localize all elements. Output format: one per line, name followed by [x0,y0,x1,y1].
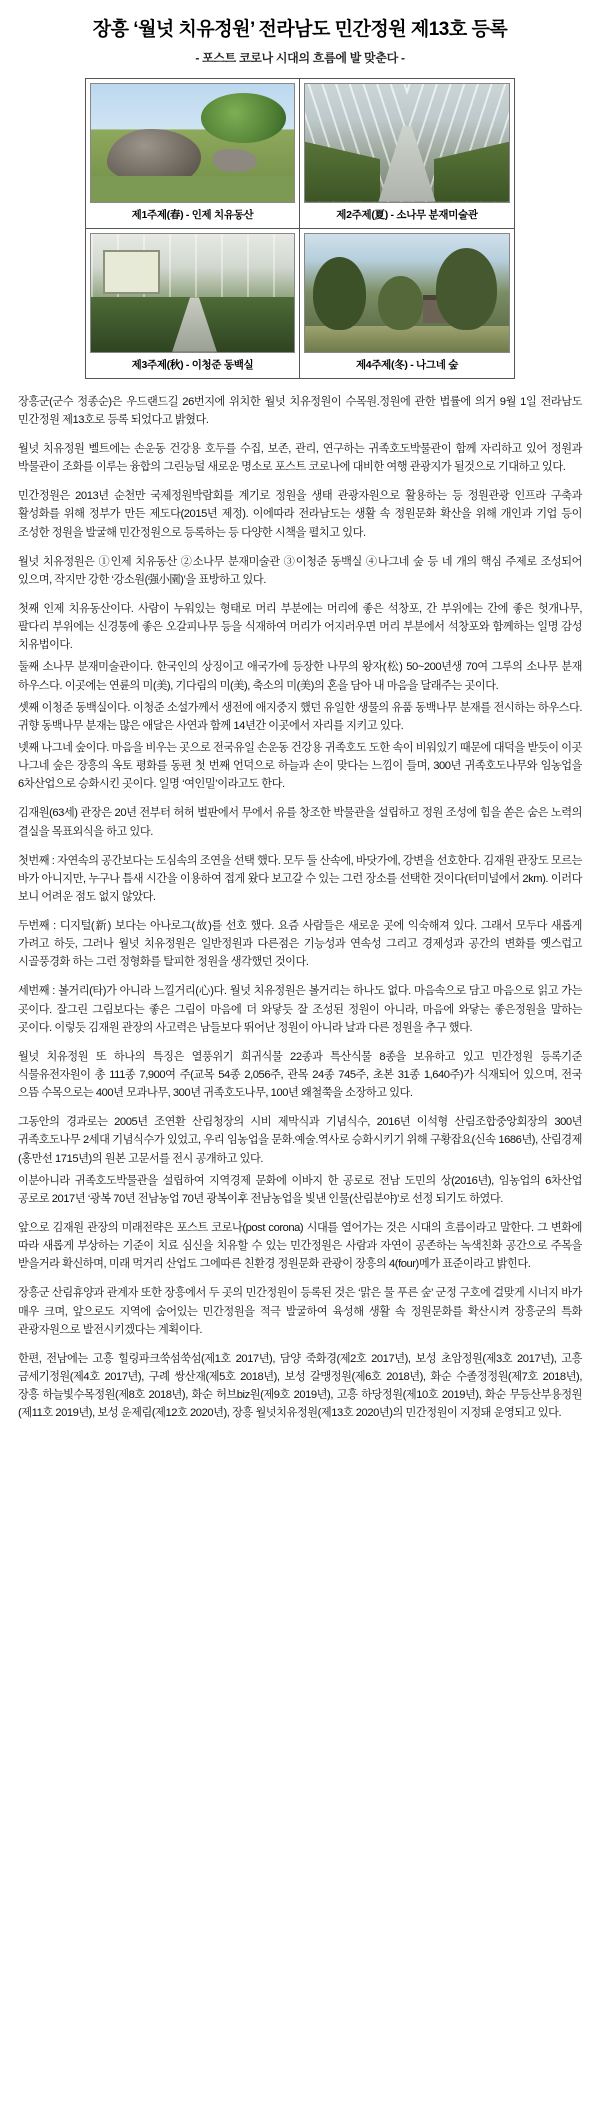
paragraph: 넷째 나그네 숲이다. 마음을 비우는 곳으로 전국유일 손운동 건강용 귀족호도 도한 속이 비워있기 때문에 대덕을 받듯이 이곳 나그네 숲은 장흥의 옥토 평화를 동편 첫 번째 언덕으로 하늘과 손이 맞다는 느낌이 들며, 300년 귀족호도나무와 임농업을 6차산업으로 승화시킨 곳이다. 일명 ‘여인밀’이라고도 한다. [18,741,582,791]
paragraph: 첫번째 : 자연속의 공간보다는 도심속의 조연을 선택 했다. 모두 둘 산속에, 바닷가에, 강변을 선호한다. 김재원 관장도 모르는 바가 아니지만, 누구나 틈새 시간을 이용하여 접게 왔다 보고갈 수 있는 그런 장소를 선택한 것이다(터미널에서 2km). 이러다 보니 어려운 점도 없지 않았다. [18,854,582,903]
photo-winter-image [304,233,510,353]
photo-spring-caption: 제1주제(春) - 인제 치유동산 [131,208,254,221]
photo-cell-summer [300,79,514,229]
paragraph: 이분아니라 귀족호도박물관을 설립하여 지역경제 문화에 이바지 한 공로로 전남 도민의 상(2016년), 임농업의 6차산업 공로로 2017년 ‘광복 70년 전남농업 70년 광복이후 전남농업을 빛낸 인물(산림분야)’로 선정 되기도 하였다. [18,1174,582,1205]
photo-cell-spring [86,79,300,229]
paragraph: 장흥군 산림휴양과 관계자 또한 장흥에서 두 곳의 민간정원이 등록된 것은 ‘맑은 물 푸른 숲’ 군정 구호에 걸맞게 시너지 바가 매우 크며, 앞으로도 지역에 숨어있는 민간정원을 적극 발굴하여 육성해 생활 속 정원문화를 확산시켜 장흥군의 특화 관광자원으로 발전시키겠다는 계획이다. [18,1287,582,1336]
paragraph: 두번째 : 디지털(新) 보다는 아나로그(故)를 선호 했다. 요즘 사람들은 새로운 곳에 익숙해져 있다. 그래서 모두다 새롭게 가려고 하듯, 그러나 월넛 치유정원은 일반정원과 다른점은 기능성과 연속성 그리고 경제성과 공간의 변화를 옛스럽고 시골풍경화 하는 그런 정형화를 탈피한 정원을 생각했던 것이다. [18,920,582,969]
photo-summer-image [304,83,510,203]
paragraph: 월넛 치유정원 벨트에는 손운동 건강용 호두를 수집, 보존, 관리, 연구하는 귀족호도박물관이 함께 자리하고 있어 정원과 박물관이 조화를 이루는 융합의 그린능덜 새로운 명소로 포스트 코로나에 대비한 여행 관광지가 될것으로 기대하고 있다. [18,442,582,474]
paragraph: 민간정원은 2013년 순천만 국제정원박람회를 계기로 정원을 생태 관광자원으로 활용하는 등 정원관광 인프라 구축과 활성화를 위해 정부가 만든 제도다(2015년 제정). 이에따라 전라남도는 생활 속 정원문화 확산을 위해 개인과 기업 등이 조성한 정원을 발굴해 민간정원으로 등록하는 등 다양한 시책을 펼치고 있다. [18,490,582,539]
photo-spring-image [90,83,295,203]
photo-summer-caption: 제2주제(夏) - 소나무 분재미술관 [336,208,478,221]
paragraph: 장흥군(군수 정종순)은 우드랜드길 26번지에 위치한 월넛 치유정원이 수목원.정원에 관한 법률에 의거 9월 1일 전라남도 민간정원 제13호로 등록 되었다고 밝혔다. [18,395,582,426]
photo-cell-winter [300,229,514,378]
photo-winter-caption: 제4주제(冬) - 나그네 숲 [355,358,459,371]
photo-row-bottom [86,229,514,378]
photo-cell-autumn [86,229,300,378]
photo-grid [85,78,515,379]
photo-autumn-image [90,233,295,353]
paragraph: 앞으로 김재원 관장의 미래전략은 포스트 코로나(post corona) 시대를 열어가는 것은 시대의 흐름이라고 말한다. 그 변화에 따라 새롭게 부상하는 기준이 치료 심신을 치유할 수 있는 민간정원은 사람과 자연이 공존하는 녹색친화 공간으로 주목을 받을거라 확신하며, 미래 먹거리 산업도 그에따른 친환경 정원문화 관광이 장흥의 4(four)메가 표준이라고 밝힌다. [18,1222,582,1271]
paragraph: 셋째 이청준 동백실이다. 이청준 소설가께서 생전에 애지중지 했던 유일한 생물의 유품 동백나무 분재를 전시하는 하우스다. 귀향 동백나무 분재는 많은 애달은 사연과 함께 14년간 이곳에서 자리를 지키고 있다. [18,701,582,732]
page-subtitle: - 포스트 코로나 시대의 흐름에 발 맞춘다 - [195,50,405,65]
paragraph: 월넛 치유정원은 ①인제 치유동산 ②소나무 분재미술관 ③이청준 동백실 ④나그네 숲 등 네 개의 핵심 주제로 조성되어 있으며, 작지만 강한 ‘강소원(强小園)’을 표방하고 있다. [18,555,582,586]
paragraph: 월넛 치유정원 또 하나의 특징은 열풍위기 희귀식물 22종과 특산식물 8종을 보유하고 있고 민간정원 등록기준 식물유전자원이 총 111종 7,900여 주(교목 54종 2,056주, 관목 24종 745주, 초본 31종 1,640주)가 식재되어 있으며, 전국 으뜸 수목으로는 400년 모과나무, 300년 귀족호도나무, 100년 왜철쭉을 소장하고 있다. [18,1050,582,1100]
article-body [18,393,582,1423]
paragraph: 김재원(63세) 관장은 20년 전부터 허허 벌판에서 무에서 유를 창조한 박물관을 설립하고 정원 조성에 힘을 쏟은 숨은 노력의 결실을 목표외식을 하고 있다. [18,807,582,838]
paragraph: 세번째 : 볼거리(타)가 아니라 느낄거리(心)다. 월넛 치유정원은 볼거리는 하나도 없다. 마음속으로 담고 마음으로 읽고 가는 곳이다. 잘그린 그림보다는 좋은 그림이 마음에 더 와닿듯 잘 조성된 정원이 아니라, 마음에 와닿는 좋은정원을 말하는 곳이다. 이렇듯 김재원 관장의 사고력은 남들보다 뛰어난 정원이 아니라 날과 다른 정원을 추구 했다. [18,985,582,1034]
paragraph: 그동안의 경과로는 2005년 조연환 산림청장의 시비 제막식과 기념식수, 2016년 이석형 산림조합중앙회장의 300년 귀족호도나무 2세대 기념식수가 있었고, 우리 임농업을 문화.예술.역사로 승화시키기 위해 구황잡요(신속 1686년), 산림경제(홍만선 1715년)의 원본 고문서를 전시 공개하고 있다. [18,1116,582,1165]
paragraph: 첫째 인제 치유동산이다. 사람이 누워있는 형태로 머리 부분에는 머리에 좋은 석창포, 간 부위에는 간에 좋은 헛개나무, 팔다리 부위에는 신경통에 좋은 오갈피나무 등을 식재하여 머리가 어지러우면 머리 부분에서 석창포와 함께하는 일명 감성 치유법이다. [18,602,582,652]
photo-autumn-caption: 제3주제(秋) - 이청준 동백실 [131,358,254,371]
paragraph: 한편, 전남에는 고흥 힐링파크쑥섬쑥섬(제1호 2017년), 담양 죽화경(제2호 2017년), 보성 초암정원(제3호 2017년), 고흥 금세기정원(제4호 2017년), 구례 쌍산재(제5호 2018년), 보성 갈맹정원(제6호 2018년), 화순 수졸정정원(제7호 2018년), 장흥 하늘빛수목정원(제8호 2018년), 화순 허브biz원(제9호 2019년), 고흥 하당정원(제10호 2019년), 화순 무등산부용정원(제11호 2019년), 보성 운제림(제12호 2020년), 장흥 월넛치유정원(제13호 2020년)의 민간정원이 지정돼 운영되고 있다. [18,1352,582,1420]
photo-row-top [86,79,514,229]
paragraph: 둘째 소나무 분재미술관이다. 한국인의 상징이고 애국가에 등장한 나무의 왕자(松) 50~200년생 70여 그루의 소나무 분재 하우스다. 이곳에는 연륜의 미(美), 기다림의 미(美), 축소의 미(美)의 혼을 담아 내 마음을 달래주는 곳이다. [18,661,582,692]
page-title: 장흥 ‘월넛 치유정원’ 전라남도 민간정원 제13호 등록 [92,19,508,40]
